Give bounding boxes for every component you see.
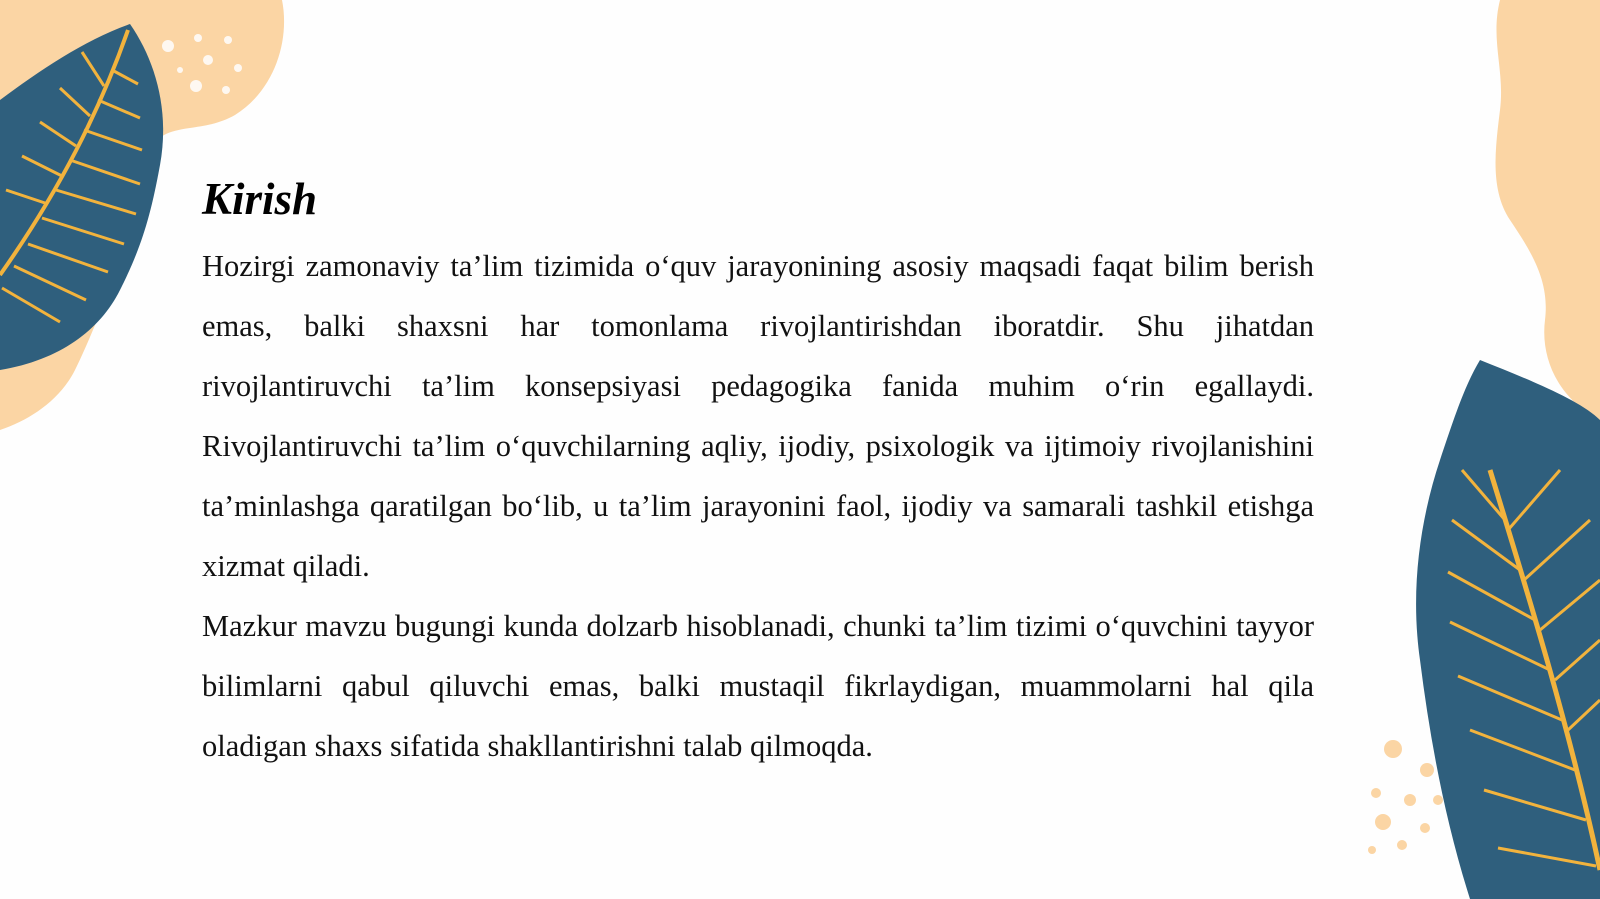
bottom-right-leaf-icon (1416, 360, 1600, 899)
bottom-right-dots (1368, 740, 1443, 854)
slide-content (202, 168, 1314, 776)
right-blob-shape (1496, 0, 1600, 420)
paragraph-2: Mazkur mavzu bugungi kunda dolzarb hisoblanadi, chunki ta’lim tizimi o‘quvchini tayyor bilimlarni qabul qiluvchi emas, balki mustaqil fikrlaydigan, muammolarni hal qila oladigan shaxs sifatida shakllantirishni talab qilmoqda. (202, 609, 1314, 763)
slide-title: Kirish (202, 174, 318, 224)
paragraph-1: Hozirgi zamonaviy ta’lim tizimida o‘quv jarayonining asosiy maqsadi faqat bilim berish emas, balki shaxsni har tomonlama rivojlantirishdan iboratdir. Shu jihatdan rivojlantiruvchi ta’lim konsepsiyasi pedagogika fanida muhim o‘rin egallaydi. Rivojlantiruvchi ta’lim o‘quvchilarning aqliy, ijodiy, psixologik va ijtimoiy rivojlanishini ta’minlashga qaratilgan bo‘lib, u ta’lim jarayonini faol, ijodiy va samarali tashkil etishga xizmat qiladi. (202, 249, 1314, 583)
